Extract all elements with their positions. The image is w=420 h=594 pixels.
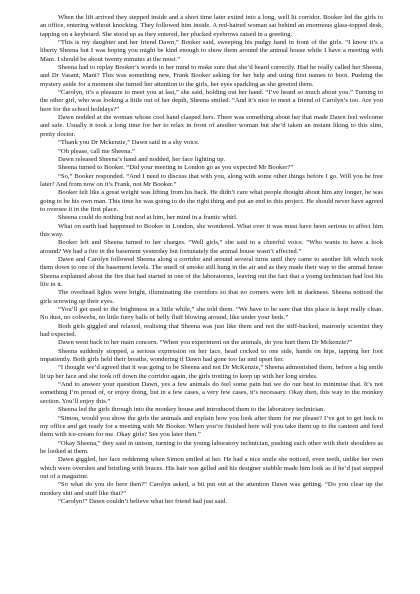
paragraph: Sheena led the girls through into the monkey house and introduced them to the laboratory technician. <box>58 406 325 414</box>
paragraph: Booker felt like a great weight was lifting from his back. He didn’t care what people thought about him any longer, he was going to be his own man. This time he was going to do the right thing and put an end to this project. He should never have agreed to oversee it in the first place. <box>40 189 383 213</box>
paragraph: “Carolyn, it’s a pleasure to meet you at last,” she said, holding out her hand. “I’ve heard so much about you.” Turning to the other girl, who was looking a little out of her depth, Sheena smiled. “And it’s nice to meet a friend of Carolyn’s too. Are you here for the school holidays?” <box>40 89 383 113</box>
paragraph: “So,” Booker responded. “And I need to discuss that with you, along with some other things before I go. Will you be free later? And from now on it’s Frank, not Mr Booker.” <box>40 172 383 188</box>
paragraph: Both girls giggled and relaxed, realising that Sheena was just like them and not the stiff-backed, matronly scientist they had expected. <box>40 322 383 339</box>
paragraph: Dawn released Sheena’s hand and nodded, her face lighting up. <box>58 155 226 163</box>
body-text <box>40 14 383 506</box>
paragraph: “You’ll get used to the brightness in a little while,” she told them. “We have to be sure that this place is kept really clean. No dust, no cobwebs, no little furry balls of belly fluff blowing around, like under your beds.” <box>40 306 383 322</box>
paragraph: “Simon, would you show the girls the animals and explain how you look after them for me please? I’ve got to get back to my office and get ready for a meeting with Mr Booker. When you’re finished here will you take them up to the canteen and feed them with ice-cream for me. Okay girls? See you later then.” <box>40 414 383 439</box>
paragraph: Dawn nodded at the woman whose cool hand clasped hers. There was something about her that made Dawn feel welcome and safe. Usually it took a long time for her to relax in front of another woman but she’d taken an instant liking to this slim, pretty doctor. <box>40 114 383 138</box>
paragraph: “I thought we’d agreed that it was going to be Sheena and not Dr McKenzie,” Sheena admonished them, before a big smile lit up her face and she took off down the corridor again, the girls trotting to keep up with her long strides. <box>40 364 384 380</box>
paragraph: Dawn went back to her main concern. “When you experiment on the animals, do you hurt them Dr Mckenzie?” <box>58 339 353 347</box>
paragraph: Sheena could do nothing but nod at him, her mind in a frantic whirl. <box>58 214 238 222</box>
paragraph: “Thank you Dr Mckenzie,” Dawn said in a shy voice. <box>58 139 200 147</box>
paragraph: “Okay Sheena,” they said in unison, turning to the young laboratory technician, pushing each other with their shoulders as he looked at them. <box>40 439 383 455</box>
paragraph: Dawn and Carolyn followed Sheena along a corridor and around several turns until they came to another lift which took them down to one of the basement levels. The smell of smoke still hung in the air and as they made their way to the animal house Sheena explained about the fire that had started in one of the laboratories, leaving out the fact that a young technician had lost his life in it. <box>40 255 383 288</box>
paragraph: Dawn giggled, her face reddening when Simon smiled at her. He had a nice smile she noticed, even teeth, unlike her own which were overshot and bristling with braces. His hair was gelled and his designer stubble made him look as if he’d just stepped out of a magazine. <box>40 456 383 480</box>
paragraph: Sheena turned to Booker. “Did your meeting in London go as you expected Mr Booker?” <box>58 164 294 172</box>
paragraph: “Carolyn!” Dawn couldn’t believe what her friend had just said. <box>58 497 228 505</box>
paragraph: “So what do you do here then?” Carolyn asked, a bit put out at the attention Dawn was getting. “Do you clear up the monkey shit and stuff like that?” <box>40 481 383 497</box>
paragraph: Booker left and Sheena turned to her charges. “Well girls,” she said in a cheerful voice. “Who wants to have a look around? We had a fire in the basement yesterday but fortunately the animal house wasn’t affected.” <box>40 239 383 255</box>
paragraph: Sheena suddenly stopped, a serious expression on her face, head cocked to one side, hands on hips, tapping her foot impatiently. Both girls held their breaths, wondering if Dawn had gone too far and upset her. <box>40 347 383 364</box>
paragraph: When the lift arrived they stepped inside and a short time later exited into a long, well lit corridor. Booker led the girls to an office, entering without knocking. They followed him inside. A red-haired woman sat behind an enormous glass-topped desk, tapping on a keyboard. She stood up as they entered, her plucked eyebrows raised in a greeting. <box>40 14 383 38</box>
paragraph: Sheena had to replay Booker’s words in her mind to make sure that she’d heard correctly. Had he really called her Sheena, and Dr Vasant, Mani? This was something new, Frank Booker asking for her help and using first names to boot. Pushing the mystery aside for a moment she turned her attention to the girls, her eyes sparkling as she greeted them. <box>40 64 383 88</box>
paragraph: “And to answer your question Dawn, yes a few animals do feel some pain but we do our best to minimise that. It’s not something I’m proud of, or enjoy doing, but in a few cases, a very few cases, it’s necessary. Okay then, this way to the monkey section. You’ll enjoy this.” <box>40 381 383 405</box>
paragraph: “Oh please, call me Sheena.” <box>58 147 135 155</box>
paragraph: What on earth had happened to Booker in London, she wondered. What ever it was must have been serious to affect him this way. <box>40 222 383 238</box>
paragraph: The overhead lights were bright, illuminating the corridors so that no corners were left in darkness. Sheena noticed the girls screwing up their eyes. <box>40 289 383 305</box>
paragraph: “This is my daughter and her friend Dawn,” Booker said, sweeping his pudgy hand in front of the girls. “I know it’s a liberty Sheena but I was hoping you might be kind enough to show them around the animal house while I have a meeting with Mani. I should be about twenty minutes at the most.” <box>40 39 383 63</box>
